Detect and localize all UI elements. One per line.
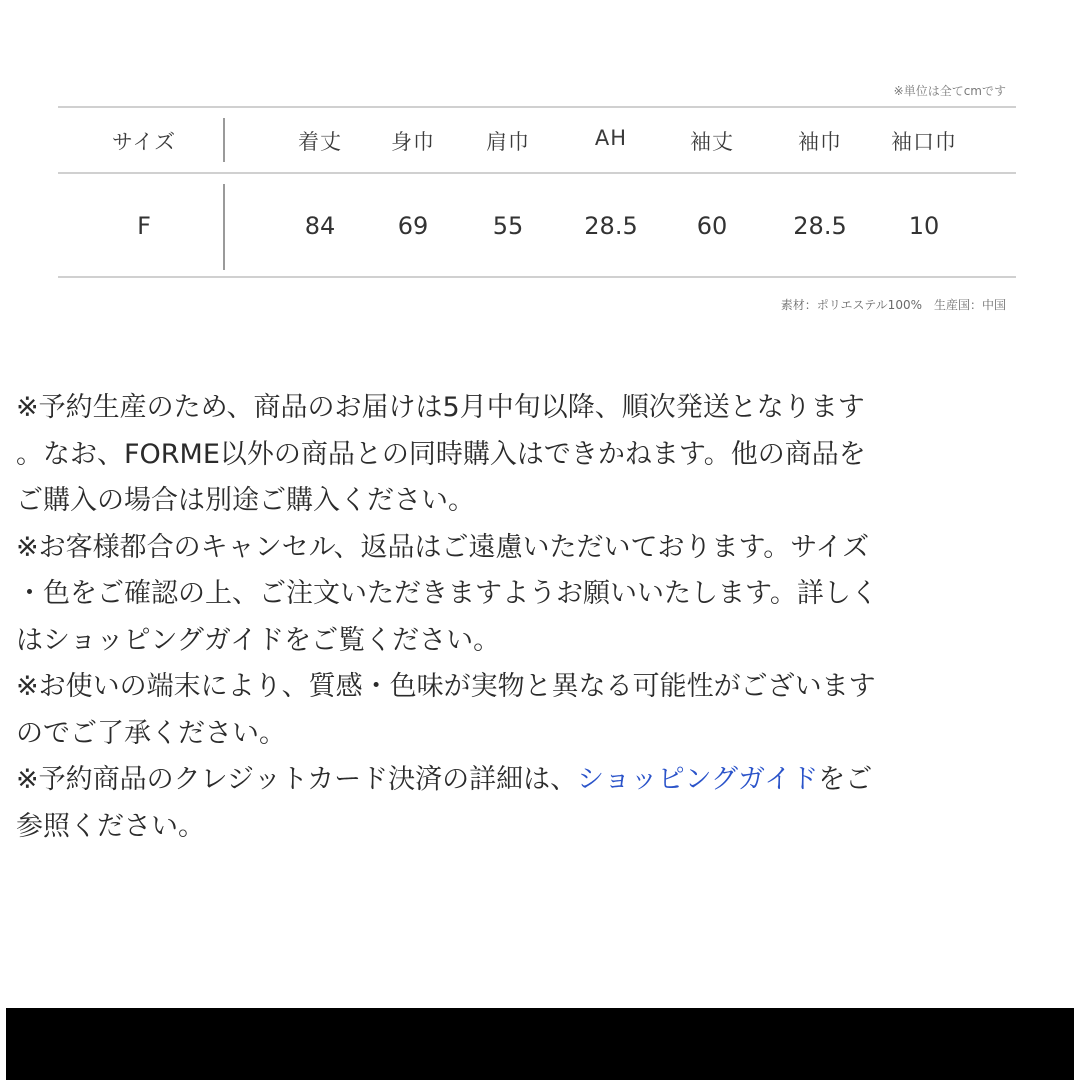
header-sleeve-length: 袖丈: [690, 130, 734, 154]
header-sleeve-width: 袖巾: [798, 130, 842, 154]
cell-sleeve-width: 28.5: [793, 212, 847, 240]
notice-line: 参照ください。: [16, 810, 205, 842]
table-bottom-border: [58, 276, 1016, 278]
header-armhole: AH: [594, 126, 628, 150]
cell-size: F: [137, 212, 151, 240]
cell-armhole: 28.5: [584, 212, 638, 240]
notice-line: ※お客様都合のキャンセル、返品はご遠慮いただいております。サイズ: [16, 531, 870, 563]
bottom-black-bar: [6, 1008, 1074, 1080]
cell-cuff-width: 10: [908, 212, 940, 240]
notice-line-suffix: をご: [818, 764, 873, 795]
header-size: サイズ: [111, 130, 177, 154]
table-top-border: [58, 106, 1016, 108]
cell-length: 84: [304, 212, 336, 240]
material-note: 素材：ポリエステル100% 生産国：中国: [780, 298, 1006, 312]
notice-line-with-link: [16, 757, 1036, 804]
cell-sleeve-length: 60: [696, 212, 728, 240]
header-body-width: 身巾: [391, 130, 435, 154]
size-table: [58, 106, 1016, 280]
notice-line: ・色をご確認の上、ご注文いただきますようお願いいたします。詳しく: [16, 578, 878, 609]
notice-text: [16, 385, 1036, 850]
cell-shoulder-width: 55: [492, 212, 524, 240]
unit-note: ※単位は全てcmです: [893, 84, 1006, 98]
table-header-divider: [58, 172, 1016, 174]
notice-line: ※お使いの端末により、質感・色味が実物と異なる可能性がございます: [16, 671, 876, 702]
notice-line: のでご了承ください。: [16, 717, 286, 749]
notice-line: はショッピングガイドをご覧ください。: [16, 624, 501, 656]
header-shoulder-width: 肩巾: [486, 130, 530, 154]
shopping-guide-link[interactable]: ショッピングガイド: [577, 764, 819, 795]
cell-body-width: 69: [397, 212, 429, 240]
notice-line: 。なお、FORME以外の商品との同時購入はできかねます。他の商品を: [16, 438, 866, 470]
notice-line: ご購入の場合は別途ご購入ください。: [16, 485, 475, 516]
table-header-row: [58, 126, 1016, 160]
table-row: [58, 212, 1016, 252]
notice-line: ※予約生産のため、商品のお届けは5月中旬以降、順次発送となります: [16, 392, 865, 423]
header-cuff-width: 袖口巾: [891, 130, 957, 154]
header-length: 着丈: [298, 130, 342, 154]
notice-line-prefix: ※予約商品のクレジットカード決済の詳細は、: [16, 764, 578, 795]
